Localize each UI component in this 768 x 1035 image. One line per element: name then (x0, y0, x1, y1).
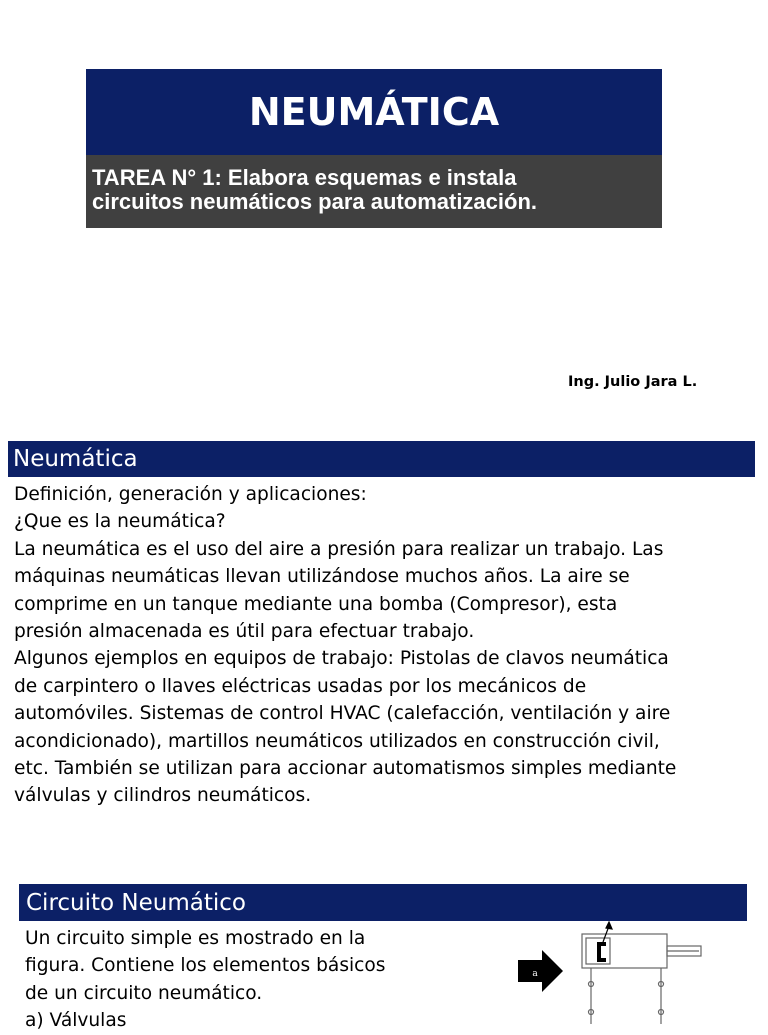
pneumatic-circuit-diagram (513, 920, 755, 1024)
section-body-circuito (25, 925, 445, 1035)
section-heading-text: Neumática (13, 446, 138, 472)
body-line: de carpintero o llaves eléctricas usadas por los mecánicos de (14, 675, 587, 697)
body-line: figura. Contiene los elementos básicos (25, 955, 386, 977)
body-line: acondicionado), martillos neumáticos utilizados en construcción civil, (14, 730, 660, 752)
body-line: Algunos ejemplos en equipos de trabajo: Pistolas de clavos neumática (14, 648, 669, 670)
body-line: de un circuito neumático. (25, 982, 263, 1004)
body-line: comprime en un tanque mediante una bomba (Compresor), esta (14, 593, 618, 615)
subtitle-line-2: circuitos neumáticos para automatización. (92, 189, 538, 214)
body-line: válvulas y cilindros neumáticos. (14, 785, 312, 807)
section-body (14, 481, 759, 810)
body-line: automóviles. Sistemas de control HVAC (calefacción, ventilación y aire (14, 703, 671, 725)
section-heading-text: Circuito Neumático (26, 889, 246, 916)
body-line: a) Válvulas (25, 1010, 127, 1032)
section-heading-circuito (19, 884, 747, 921)
arrow-label: a (532, 969, 538, 979)
slide-subtitle (86, 155, 662, 228)
body-line: Un circuito simple es mostrado en la (25, 928, 366, 949)
exhaust-arrow-icon (603, 922, 612, 942)
section-heading-neumatica (8, 441, 755, 477)
body-line: máquinas neumáticas llevan utilizándose muchos años. La aire se (14, 566, 630, 588)
arrow-pointer-icon (518, 950, 563, 992)
body-line: etc. También se utilizan para accionar automatismos simples mediante (14, 758, 677, 780)
body-line: Definición, generación y aplicaciones: (14, 484, 367, 505)
body-line: presión almacenada es útil para efectuar trabajo. (14, 621, 475, 643)
slide-title (86, 69, 662, 155)
piston-icon (597, 942, 606, 962)
body-line: ¿Que es la neumática? (14, 511, 226, 533)
subtitle-line-1: TAREA N° 1: Elabora esquemas e instala (92, 165, 517, 190)
slide-title-text: NEUMÁTICA (248, 90, 500, 134)
body-line: La neumática es el uso del aire a presión para realizar un trabajo. Las (14, 538, 664, 560)
author-name: Ing. Julio Jara L. (568, 374, 698, 390)
